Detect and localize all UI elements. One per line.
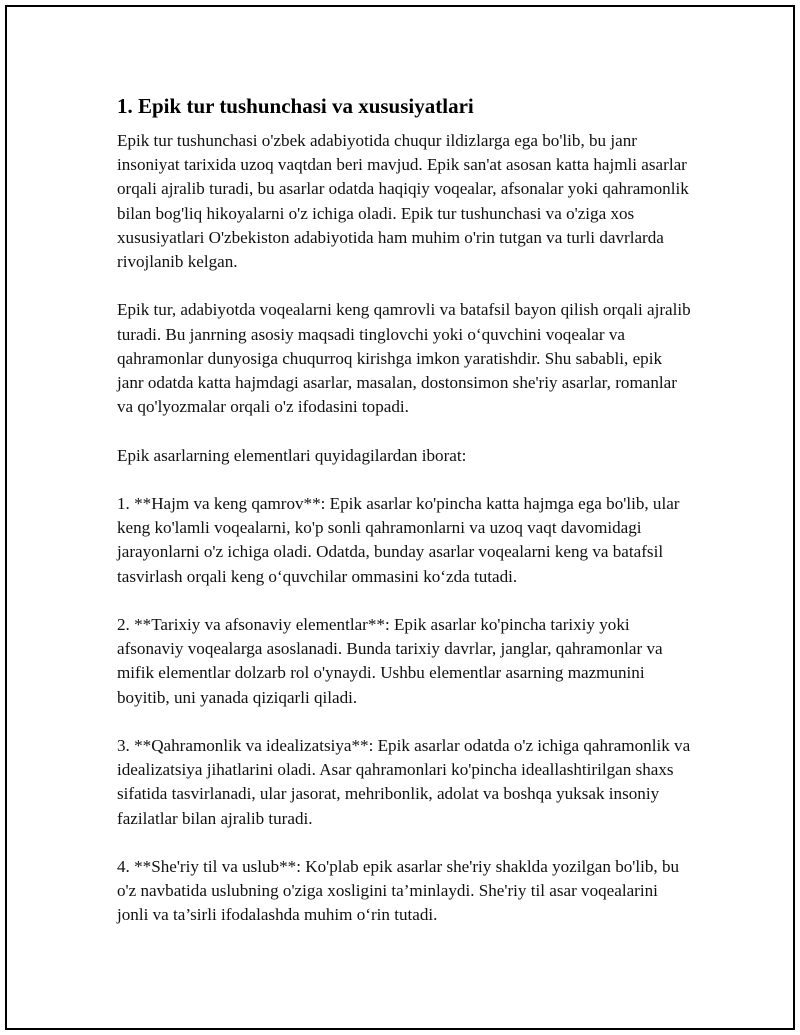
paragraph-definition: Epik tur, adabiyotda voqealarni keng qamrovli va batafsil bayon qilish orqali ajralib turadi. Bu janrning asosiy maqsadi tinglovchi yoki o‘quvchini voqealar va qahramonlar dunyosiga chuqurroq kirishga imkon yaratishdir. Shu sababli, epik janr odatda katta hajmdagi asarlar, masalan, dostonsimon she'riy asarlar, romanlar va qo'lyozmalar orqali o'z ifodasini topadi. [117,300,691,417]
document-body [117,93,692,928]
list-item-volume: 1. **Hajm va keng qamrov**: Epik asarlar ko'pincha katta hajmga ega bo'lib, ular keng ko'lamli voqealarni, ko'p sonli qahramonlarni va uzoq vaqt davomidagi jarayonlarni o'z ichiga oladi. Odatda, bunday asarlar voqealarni keng va batafsil tasvirlash orqali keng o‘quvchilar ommasini ko‘zda tutadi. [117,494,680,586]
list-item-poetic-language: 4. **She'riy til va uslub**: Ko'plab epik asarlar she'riy shaklda yozilgan bo'lib, bu o'z navbatida uslubning o'ziga xosligini ta’minlaydi. She'riy til asar voqealarini jonli va ta’sirli ifodalashda muhim o‘rin tutadi. [117,857,680,925]
list-item-historical: 2. **Tarixiy va afsonaviy elementlar**: Epik asarlar ko'pincha tarixiy yoki afsonaviy voqealarga asoslanadi. Bunda tarixiy davrlar, janglar, qahramonlar va mifik elementlar dolzarb rol o'ynaydi. Ushbu elementlar asarning mazmunini boyitib, uni yanada qiziqarli qiladi. [117,615,663,707]
paragraph-intro: Epik tur tushunchasi o'zbek adabiyotida chuqur ildizlarga ega bo'lib, bu janr insoniyat tarixida uzoq vaqtdan beri mavjud. Epik san'at asosan katta hajmli asarlar orqali ajralib turadi, bu asarlar odatda haqiqiy voqealar, afsonalar yoki qahramonlik bilan bog'liq hikoyalarni o'z ichiga oladi. Epik tur tushunchasi va o'ziga xos xususiyatlari O'zbekiston adabiyotida ham muhim o'rin tutgan va turli davrlarda rivojlanib kelgan. [117,131,689,272]
section-heading: 1. Epik tur tushunchasi va xususiyatlari [117,94,474,118]
list-item-heroism: 3. **Qahramonlik va idealizatsiya**: Epik asarlar odatda o'z ichiga qahramonlik va idealizatsiya jihatlarini oladi. Asar qahramonlari ko'pincha ideallashtirilgan shaxs sifatida tasvirlanadi, ular jasorat, mehribonlik, adolat va boshqa yuksak insoniy fazilatlar bilan ajralib turadi. [117,736,691,828]
paragraph-elements-intro: Epik asarlarning elementlari quyidagilardan iborat: [117,445,467,465]
